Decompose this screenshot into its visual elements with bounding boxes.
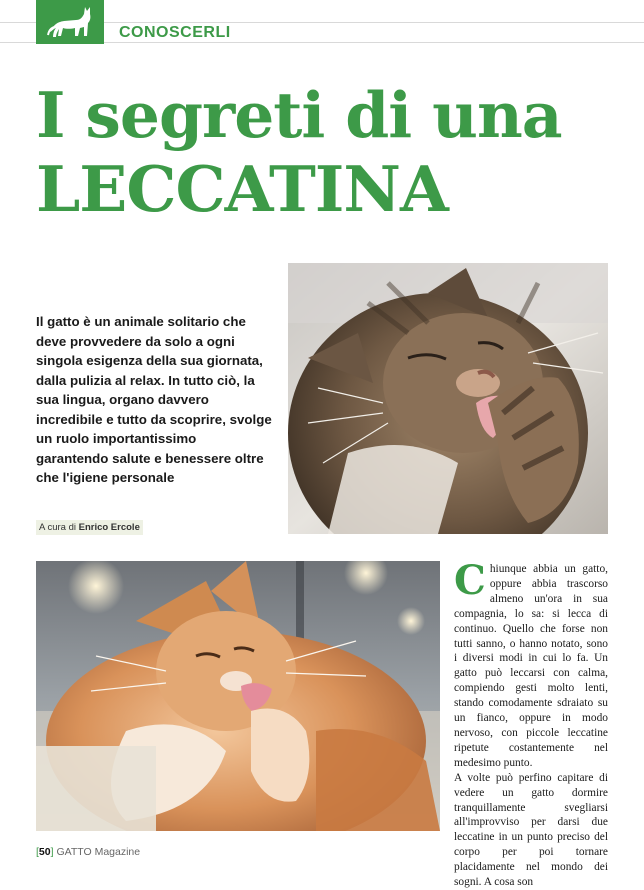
article-body (454, 557, 608, 890)
article-intro: Il gatto è un animale solitario che deve provvedere da solo a ogni singola esigenza della sua giornata, dalla pulizia al relax. In tutto ciò, la sua lingua, organo davvero incredibile e tutto da scoprire, svolge un ruolo importantissimo garantendo salute e benessere oltre che l'igiene personale (36, 314, 272, 485)
page-number: 50 (38, 846, 51, 858)
photo-ginger-cat-grooming (36, 561, 440, 831)
section-label: CONOSCERLI (119, 24, 231, 41)
section-logo (36, 0, 104, 44)
body-paragraph-2: A volte può perfino capitare di vedere un gatto dormire tranquillamente svegliarsi all'improvviso per darsi due leccatine in un punto preciso del corpo per poi tornare placidamente nel mondo dei sogni. A cosa son (454, 771, 608, 889)
byline-prefix: A cura di (39, 522, 76, 533)
dropcap: C (454, 557, 486, 604)
magazine-name: GATTO Magazine (56, 846, 141, 858)
cat-silhouette-icon (44, 2, 96, 42)
photo-tabby-cat-licking (288, 263, 608, 534)
byline-author: Enrico Ercole (78, 522, 140, 533)
byline (36, 520, 143, 535)
page-footer (36, 845, 140, 859)
folio-bracket-open: [ (36, 846, 39, 858)
title-line-2: LECCATINA (36, 152, 448, 226)
title-line-1: I segreti di una (36, 78, 562, 152)
body-paragraph-1-text: hiunque abbia un gatto, oppure abbia trascorso almeno un'ora in sua compagnia, lo sa: si lecca di continuo. Quello che forse non tutti sanno, o hanno notato, sono i diversi modi in cui lo fa. Un gatto può leccarsi con calma, compiendo gesti molto lenti, stando comodamente sdraiato su un fianco, oppure in modo nervoso, con piccole leccatine ripetute costantemente nel medesimo punto. (454, 563, 608, 769)
body-paragraph-1 (454, 557, 608, 771)
article-title (36, 78, 636, 226)
folio-bracket-close: ] (50, 846, 54, 858)
